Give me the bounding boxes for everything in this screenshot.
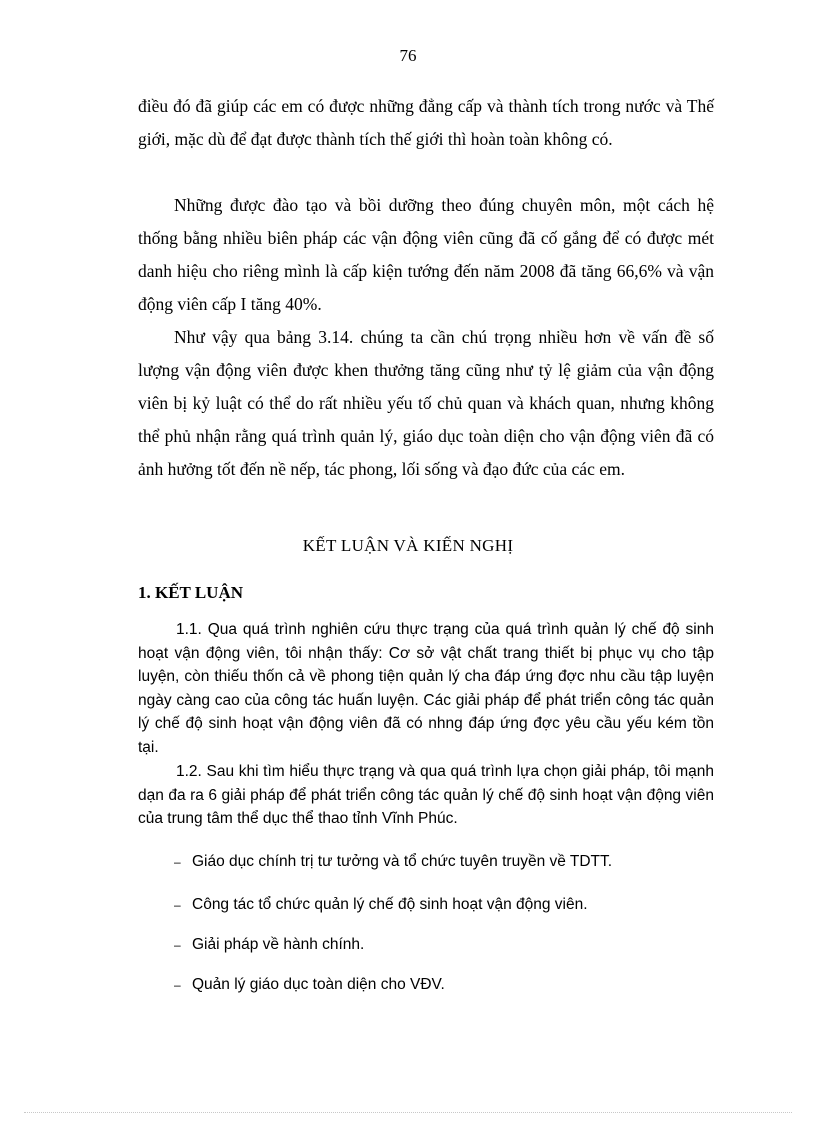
bullet-text: Công tác tổ chức quản lý chế độ sinh hoạt vận động viên. xyxy=(192,896,588,913)
page-bottom-border xyxy=(24,1112,792,1113)
bullet-item xyxy=(174,853,612,871)
bullet-item xyxy=(174,976,445,994)
bullet-text: Giáo dục chính trị tư tưởng và tổ chức tuyên truyền về TDTT. xyxy=(192,853,613,870)
conclusion-item: 1.2. Sau khi tìm hiểu thực trạng và qua quá trình lựa chọn giải pháp, tôi mạnh dạn đa ra 6 giải pháp để phát triển công tác quản lý chế độ sinh hoạt vận động viên của trung tâm thể dục thể thao tỉnh Vĩnh Phúc. xyxy=(138,763,714,828)
bullet-text: Giải pháp về hành chính. xyxy=(192,936,365,953)
conclusion-item: 1.1. Qua quá trình nghiên cứu thực trạng của quá trình quản lý chế độ sinh hoạt vận động viên, tôi nhận thấy: Cơ sở vật chất trang thiết bị phục vụ cho tập luyện, còn thiếu thốn cả về phong tiện quản lý cha đáp ứng đợc nhu cầu tập luyện ngày càng cao của công tác huấn luyện. Các giải pháp để phát triển công tác quản lý chế độ sinh hoạt vận động viên đã có nhng đáp ứng đợc yêu cầu yếu kém tồn tại. xyxy=(138,621,714,756)
bullet-item xyxy=(174,896,588,914)
bullet-marker: – xyxy=(174,855,181,869)
bullet-marker: – xyxy=(174,938,181,952)
body-paragraph: Như vậy qua bảng 3.14. chúng ta cần chú trọng nhiều hơn về vấn đề số lượng vận động viên được khen thưởng tăng cũng như tỷ lệ giảm của vận động viên bị kỷ luật có thể do rất nhiều yếu tố chủ quan và khách quan, nhưng không thể phủ nhận rằng quá trình quản lý, giáo dục toàn diện cho vận động viên đã có ảnh hưởng tốt đến nề nếp, tác phong, lối sống và đạo đức của các em. xyxy=(138,327,714,479)
bullet-item xyxy=(174,936,364,954)
subsection-heading: 1. KẾT LUẬN xyxy=(138,583,244,602)
bullet-marker: – xyxy=(174,978,181,992)
body-paragraph: điều đó đã giúp các em có được những đẳng cấp và thành tích trong nước và Thế giới, mặc dù để đạt được thành tích thế giới thì hoàn toàn không có. xyxy=(138,96,714,149)
bullet-marker: – xyxy=(174,898,181,912)
body-paragraph: Những được đào tạo và bồi dưỡng theo đúng chuyên môn, một cách hệ thống bằng nhiều biên pháp các vận động viên cũng đã cố gắng để có được mét danh hiệu cho riêng mình là cấp kiện tướng đến năm 2008 đã tăng 66,6% và vận động viên cấp I tăng 40%. xyxy=(138,195,714,314)
page-number: 76 xyxy=(399,46,417,65)
bullet-text: Quản lý giáo dục toàn diện cho VĐV. xyxy=(192,976,445,993)
section-heading: KẾT LUẬN VÀ KIẾN NGHỊ xyxy=(302,536,514,555)
